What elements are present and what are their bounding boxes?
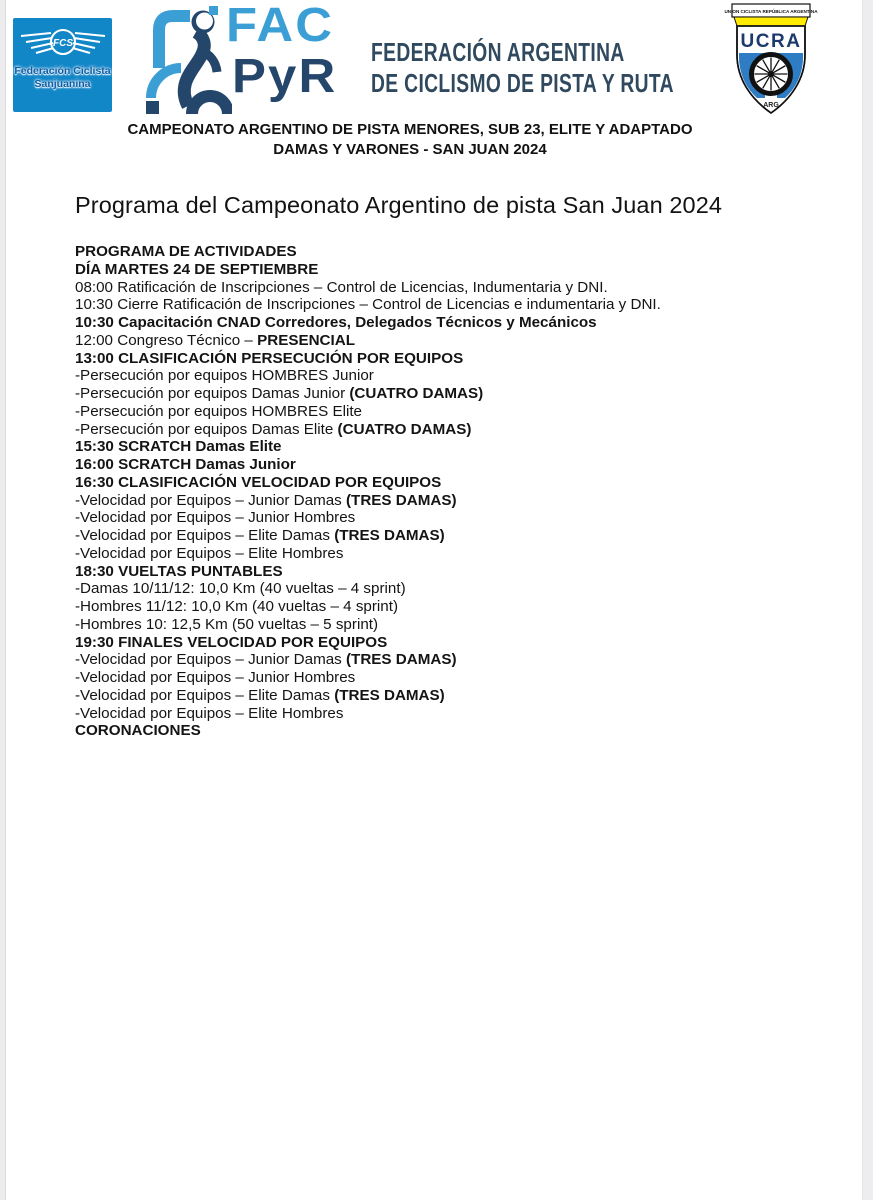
program-line: DÍA MARTES 24 DE SEPTIEMBRE — [75, 260, 319, 278]
program-line: 10:30 Capacitación CNAD Corredores, Delegados Técnicos y Mecánicos — [75, 314, 597, 331]
ucra-shield-icon — [721, 3, 821, 116]
program-line: -Persecución por equipos Damas Junior (CUATRO DAMAS) — [75, 385, 484, 402]
program-line: -Velocidad por Equipos – Junior Damas (TRES DAMAS) — [75, 651, 457, 669]
page-left-edge — [0, 0, 6, 1200]
program-line: CORONACIONES — [75, 722, 201, 740]
page-right-edge — [862, 0, 873, 1200]
pyr-word: PyR — [232, 50, 338, 103]
winged-wheel-icon — [18, 24, 108, 64]
ucra-banner-text: UNION CICLISTA REPÚBLICA ARGENTINA — [724, 9, 818, 14]
program-line: 19:30 FINALES VELOCIDAD POR EQUIPOS — [75, 633, 388, 651]
program-line: -Velocidad por Equipos – Elite Damas (TRES DAMAS) — [75, 527, 445, 544]
program-line: 08:00 Ratificación de Inscripciones – Control de Licencias, Indumentaria y DNI. — [75, 278, 608, 296]
program-line: -Velocidad por Equipos – Elite Hombres — [75, 704, 344, 722]
program-line: 16:00 SCRATCH Damas Junior — [75, 456, 296, 473]
page-title: Programa del Campeonato Argentino de pista San Juan 2024 — [75, 192, 723, 218]
program-line: PROGRAMA DE ACTIVIDADES — [75, 243, 297, 260]
facpyr-wordmark — [220, 0, 338, 103]
program-line: -Velocidad por Equipos – Elite Hombres — [75, 544, 344, 562]
program-line: -Persecución por equipos HOMBRES Elite — [75, 402, 362, 420]
fcs-name: Federación Ciclista Sanjuanina — [14, 65, 111, 90]
program-line: -Velocidad por Equipos – Elite Damas (TRES DAMAS) — [75, 686, 445, 704]
program-line: -Persecución por equipos Damas Elite (CUATRO DAMAS) — [75, 420, 472, 438]
championship-subtitle-line2: DAMAS Y VARONES - SAN JUAN 2024 — [273, 141, 547, 158]
federation-title-line2: DE CICLISMO DE PISTA Y RUTA — [371, 68, 674, 98]
program-line: -Persecución por equipos HOMBRES Junior — [75, 367, 374, 385]
program-line: -Hombres 10: 12,5 Km (50 vueltas – 5 sprint) — [75, 615, 379, 633]
federation-title-line1: FEDERACIÓN ARGENTINA — [371, 37, 625, 67]
fcs-logo — [13, 18, 112, 112]
facpyr-logo — [146, 0, 372, 114]
program-line: -Velocidad por Equipos – Junior Damas (TRES DAMAS) — [75, 491, 457, 509]
program-line: 16:30 CLASIFICACIÓN VELOCIDAD POR EQUIPOS — [75, 473, 442, 491]
program-line: -Velocidad por Equipos – Junior Hombres — [75, 509, 356, 527]
program-line: 13:00 CLASIFICACIÓN PERSECUCIÓN POR EQUIPOS — [75, 349, 464, 367]
program-line: 15:30 SCRATCH Damas Elite — [75, 438, 282, 456]
championship-subtitle-line1: CAMPEONATO ARGENTINO DE PISTA MENORES, SUB 23, ELITE Y ADAPTADO — [127, 121, 693, 138]
program-line: -Hombres 11/12: 10,0 Km (40 vueltas – 4 sprint) — [75, 598, 399, 615]
federation-title — [371, 37, 674, 99]
ucra-logo — [721, 3, 821, 116]
program-lines — [75, 243, 765, 740]
program-line: 18:30 VUELTAS PUNTABLES — [75, 562, 283, 580]
program-line: 12:00 Congreso Técnico – PRESENCIAL — [75, 331, 355, 349]
program-line: -Damas 10/11/12: 10,0 Km (40 vueltas – 4 sprint) — [75, 580, 406, 598]
program-line: 10:30 Cierre Ratificación de Inscripciones – Control de Licencias e indumentaria y DNI. — [75, 296, 661, 314]
championship-subtitle — [0, 120, 820, 160]
fac-word: FAC — [226, 0, 335, 52]
fcs-monogram: FCS — [52, 38, 73, 49]
ucra-country: ARG — [763, 102, 779, 109]
program-line: -Velocidad por Equipos – Junior Hombres — [75, 669, 356, 686]
ucra-acronym: UCRA — [740, 31, 802, 52]
